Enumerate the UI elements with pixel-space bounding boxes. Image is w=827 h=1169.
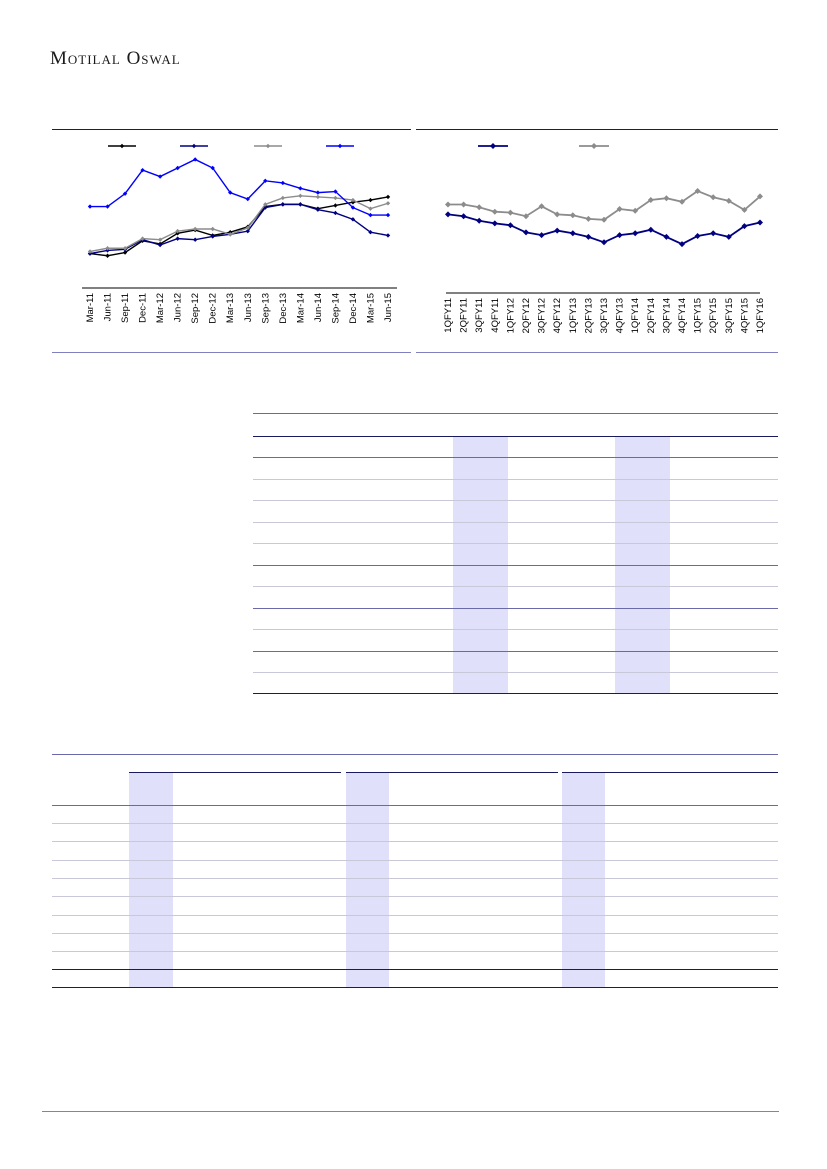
data-point xyxy=(333,196,337,200)
data-point xyxy=(193,237,197,241)
data-point xyxy=(333,211,337,215)
data-point xyxy=(648,227,654,233)
table-row xyxy=(52,915,778,916)
data-point xyxy=(492,220,498,226)
data-point xyxy=(663,234,669,240)
table2-group-rule-1 xyxy=(129,772,341,773)
data-point xyxy=(601,239,607,245)
table-row xyxy=(253,672,778,673)
data-point xyxy=(386,201,390,205)
data-point xyxy=(445,211,451,217)
x-tick-label: Jun-13 xyxy=(242,293,254,323)
legend-item xyxy=(579,143,609,149)
x-tick-label: Dec-12 xyxy=(207,293,219,324)
data-point xyxy=(617,232,623,238)
x-tick-label: 4QFY14 xyxy=(677,298,688,334)
table-row xyxy=(52,896,778,897)
data-point xyxy=(175,166,179,170)
legend-item xyxy=(180,144,208,148)
table-row xyxy=(253,651,778,652)
legend-item xyxy=(108,144,136,148)
data-point xyxy=(281,202,285,206)
x-tick-label: 3QFY15 xyxy=(723,298,735,334)
x-tick-label: 3QFY14 xyxy=(661,298,673,334)
x-tick-label: 3QFY13 xyxy=(599,298,610,334)
data-point xyxy=(757,220,763,226)
data-point xyxy=(386,233,390,237)
data-point xyxy=(316,190,320,194)
x-tick-label: 1QFY14 xyxy=(630,298,642,334)
data-point xyxy=(158,174,162,178)
x-tick-label: 4QFY11 xyxy=(489,298,501,333)
brand-logo: Motilal Oswal xyxy=(50,48,181,69)
x-tick-label: Jun-15 xyxy=(383,293,394,323)
table-row xyxy=(52,878,778,879)
x-tick-label: Mar-15 xyxy=(365,293,377,324)
data-point xyxy=(554,228,560,234)
table1-header-rule xyxy=(253,436,778,437)
data-point xyxy=(539,232,545,238)
footer-rule xyxy=(42,1111,779,1112)
data-point xyxy=(461,213,467,219)
data-point xyxy=(88,204,92,208)
table-row xyxy=(52,860,778,861)
data-point xyxy=(523,229,529,235)
x-tick-label: Sep-13 xyxy=(260,293,272,324)
x-tick-label: Dec-13 xyxy=(277,293,289,324)
data-point xyxy=(333,203,337,207)
data-point xyxy=(211,227,215,231)
data-point xyxy=(158,237,162,241)
x-tick-label: Mar-11 xyxy=(85,293,96,323)
data-point xyxy=(507,210,513,216)
x-tick-label: 3QFY12 xyxy=(536,298,548,334)
chart2-bottom-rule xyxy=(416,352,778,353)
data-point xyxy=(476,218,482,224)
data-point xyxy=(105,254,109,258)
data-point xyxy=(281,181,285,185)
table-row xyxy=(52,951,778,952)
legend-item xyxy=(478,143,508,149)
table-row xyxy=(253,586,778,587)
table-row xyxy=(253,479,778,480)
x-tick-label: 1QFY16 xyxy=(755,298,766,334)
chart-1 xyxy=(52,130,411,352)
series-line xyxy=(90,197,388,256)
legend-item xyxy=(326,144,354,148)
data-point xyxy=(461,202,467,208)
table2-group-rule-3 xyxy=(562,772,778,773)
data-point xyxy=(710,230,716,236)
data-point xyxy=(710,194,716,200)
x-tick-label: Jun-11 xyxy=(102,293,114,322)
x-tick-label: 2QFY12 xyxy=(521,298,532,334)
table-row xyxy=(253,629,778,630)
x-tick-label: Sep-14 xyxy=(330,293,342,324)
table1-top-rule xyxy=(253,413,778,414)
x-tick-label: 2QFY11 xyxy=(458,298,470,333)
data-point xyxy=(492,209,498,215)
data-point xyxy=(386,213,390,217)
data-point xyxy=(368,206,372,210)
data-point xyxy=(386,195,390,199)
x-tick-label: Jun-14 xyxy=(312,293,324,323)
table1-bottom-rule xyxy=(253,693,778,694)
x-tick-label: Mar-12 xyxy=(155,293,167,324)
x-tick-label: 1QFY11 xyxy=(443,298,454,333)
x-tick-label: 2QFY13 xyxy=(583,298,595,334)
table-row xyxy=(253,565,778,566)
chart-2 xyxy=(416,130,778,352)
x-tick-label: 3QFY11 xyxy=(474,298,486,333)
data-point xyxy=(298,194,302,198)
x-tick-label: Dec-11 xyxy=(137,293,149,323)
x-tick-label: 4QFY15 xyxy=(739,298,751,334)
data-point xyxy=(175,236,179,240)
data-point xyxy=(507,222,513,228)
table-row xyxy=(52,969,778,970)
data-point xyxy=(445,202,451,208)
data-point xyxy=(663,195,669,201)
series-line xyxy=(90,159,388,215)
x-tick-label: Sep-12 xyxy=(190,293,202,324)
table-row xyxy=(253,543,778,544)
table-row xyxy=(253,500,778,501)
x-tick-label: Dec-14 xyxy=(347,293,359,324)
x-tick-label: Mar-14 xyxy=(295,293,307,324)
table-row xyxy=(52,823,778,824)
x-tick-label: 1QFY12 xyxy=(505,298,517,334)
data-point xyxy=(570,230,576,236)
x-tick-label: 1QFY13 xyxy=(567,298,579,334)
data-point xyxy=(570,212,576,218)
legend-item xyxy=(254,144,282,148)
data-point xyxy=(193,157,197,161)
data-point xyxy=(298,186,302,190)
table2-group-rule-2 xyxy=(346,772,558,773)
data-point xyxy=(476,204,482,210)
x-tick-label: 4QFY13 xyxy=(614,298,626,334)
table-row xyxy=(52,933,778,934)
chart1-bottom-rule xyxy=(52,352,411,353)
data-point xyxy=(632,230,638,236)
data-point xyxy=(281,196,285,200)
data-point xyxy=(368,213,372,217)
x-tick-label: Jun-12 xyxy=(172,293,184,323)
table2-top-rule xyxy=(52,754,778,755)
x-tick-label: 2QFY15 xyxy=(708,298,720,334)
x-tick-label: Sep-11 xyxy=(120,293,132,323)
data-point xyxy=(316,195,320,199)
table-row xyxy=(253,522,778,523)
data-point xyxy=(298,202,302,206)
table-row xyxy=(52,841,778,842)
x-tick-label: 4QFY12 xyxy=(552,298,564,334)
x-tick-label: 2QFY14 xyxy=(645,298,657,334)
data-point xyxy=(585,216,591,222)
x-tick-label: 1QFY15 xyxy=(692,298,704,334)
table-row xyxy=(253,608,778,609)
table2-header-rule xyxy=(52,805,778,806)
x-tick-label: Mar-13 xyxy=(225,293,237,324)
table-row xyxy=(253,457,778,458)
data-point xyxy=(368,198,372,202)
data-point xyxy=(585,234,591,240)
table2-bottom-rule xyxy=(52,987,778,988)
